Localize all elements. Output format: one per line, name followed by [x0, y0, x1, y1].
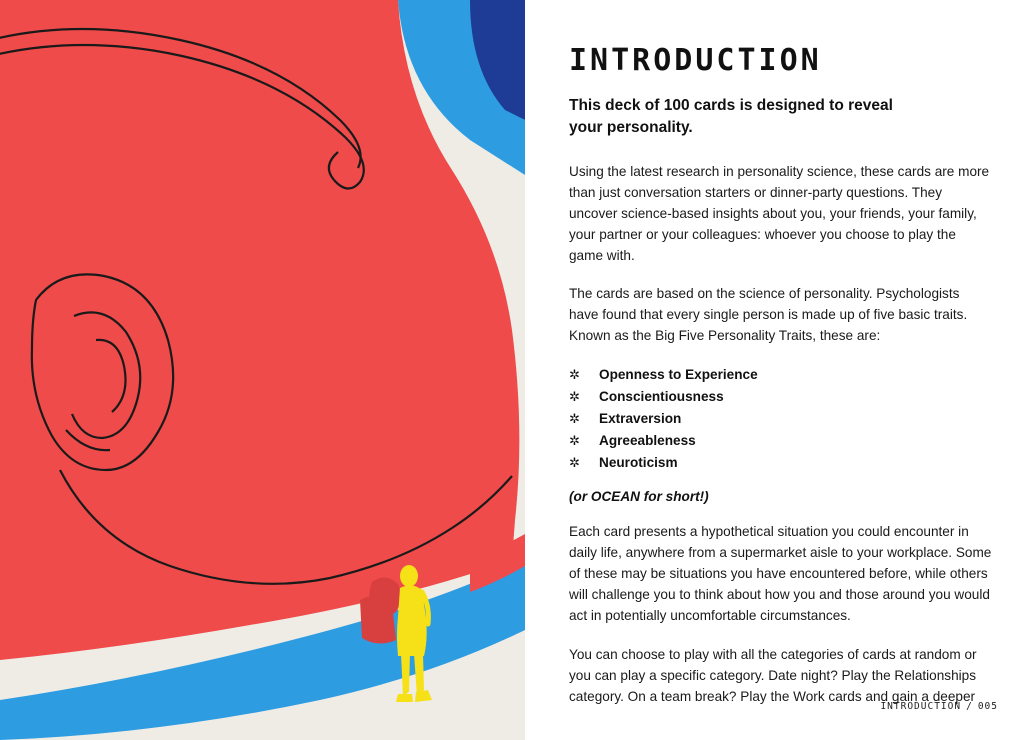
- figure-shoe-left: [396, 694, 413, 702]
- footer-page-number: 005: [977, 701, 998, 712]
- body-paragraph-1: Using the latest research in personality science, these cards are more than just conversation starters or dinner-party questions. They uncover science-based insights about you, your friends, your family, your partner or your colleagues: whoever you choose to play the game with.: [569, 164, 990, 264]
- footer-section: INTRODUCTION: [880, 701, 962, 712]
- figure-head: [400, 565, 418, 587]
- trait-label: Neuroticism: [599, 455, 678, 471]
- page-title: INTRODUCTION: [569, 43, 822, 78]
- text-panel: [525, 0, 1020, 740]
- trait-label: Conscientiousness: [599, 388, 724, 404]
- figure-shadow-body: [360, 596, 396, 644]
- list-item: [569, 408, 992, 429]
- page-footer: [880, 701, 998, 712]
- trait-label: Extraversion: [599, 410, 682, 426]
- star-icon: ✲: [569, 455, 580, 471]
- footer-separator: /: [966, 701, 973, 712]
- trait-label: Agreeableness: [599, 432, 696, 448]
- star-icon: ✲: [569, 366, 580, 382]
- body-paragraph-2: The cards are based on the science of personality. Psychologists have found that every single person is made up of five basic traits. Known as the Big Five Personality Traits, these are:: [569, 286, 968, 344]
- list-item: [569, 386, 992, 407]
- body-paragraph-3: Each card presents a hypothetical situation you could encounter in daily life, anywhere from a supermarket aisle to your workplace. Some of these may be situations you have encountered before, while others will challenge you to think about how you and those around you would act in potentially uncomfortable circumstances.: [569, 524, 992, 624]
- big-five-traits-list: [569, 364, 992, 474]
- list-item: [569, 364, 992, 385]
- lede-paragraph: This deck of 100 cards is designed to reveal your personality.: [569, 97, 893, 136]
- ocean-note: (or OCEAN for short!): [569, 489, 709, 505]
- star-icon: ✲: [569, 432, 580, 448]
- star-icon: ✲: [569, 410, 580, 426]
- list-item: [569, 452, 992, 473]
- list-item: [569, 430, 992, 451]
- trait-label: Openness to Experience: [599, 366, 758, 382]
- body-paragraph-4: You can choose to play with all the categories of cards at random or you can play a specific category. Date night? Play the Relationships category. On a team break? Play the Work cards and gain a deeper: [569, 646, 977, 704]
- star-icon: ✲: [569, 388, 580, 404]
